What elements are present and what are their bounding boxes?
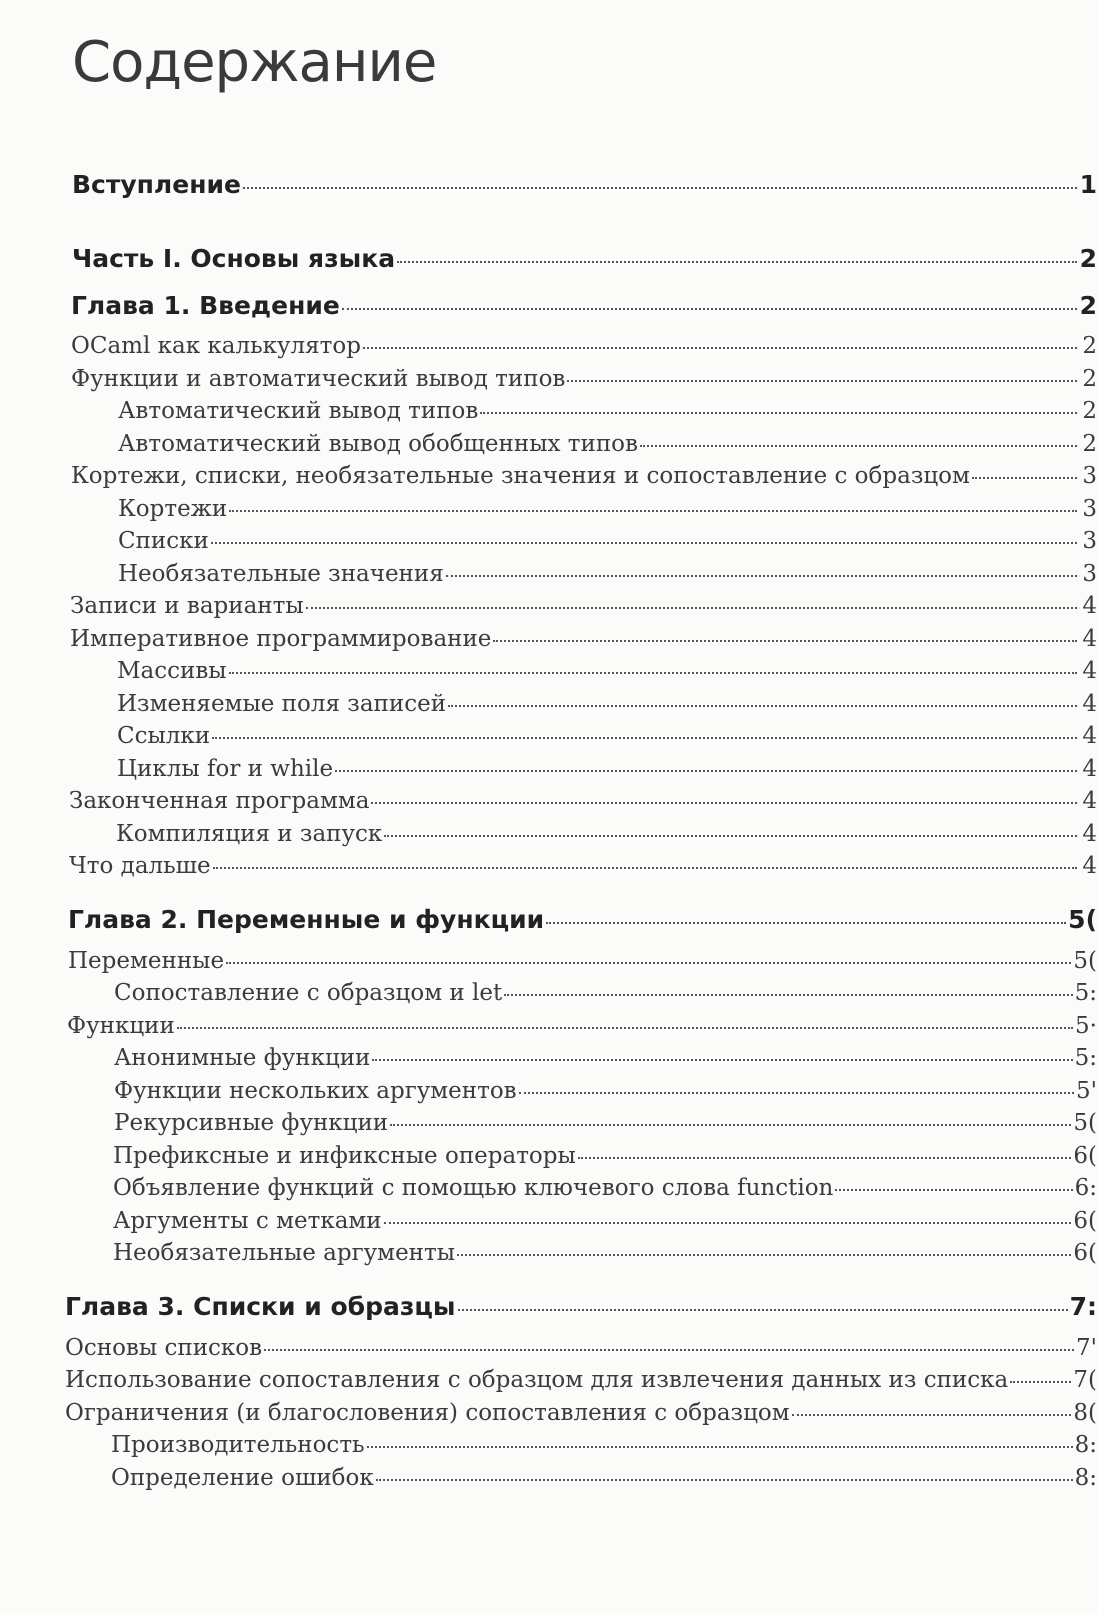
toc-entry-title: Использование сопоставления с образцом для извлечения данных из списка [65,1367,1009,1393]
leader-dots [229,672,1077,674]
toc-entry[interactable] [69,853,1097,879]
leader-dots [306,607,1077,609]
toc-entry-title: Переменные [68,948,225,974]
toc-entry-page: 6( [1073,1240,1097,1266]
toc-entry[interactable] [65,1335,1097,1361]
leader-dots [264,1349,1074,1351]
toc-subentry[interactable] [118,431,1097,457]
toc-entry-title: Глава 2. Переменные и функции [68,905,545,934]
leader-dots [177,1027,1073,1029]
leader-dots [371,802,1077,804]
toc-entry-title: Автоматический вывод обобщенных типов [118,431,638,457]
toc-entry-page: 4 [1082,821,1097,847]
leader-dots [792,1414,1072,1416]
toc-entry-page: 8: [1074,1465,1097,1491]
toc-entry-part-1[interactable] [72,244,1097,273]
toc-entry-page: 5: [1074,980,1097,1006]
toc-entry-page: 4 [1082,788,1097,814]
toc-entry-title: Ссылки [117,723,211,749]
leader-dots [376,1479,1073,1481]
toc-subentry[interactable] [117,756,1097,782]
toc-entry-page: 6( [1073,1208,1097,1234]
leader-dots [835,1189,1072,1191]
leader-dots [226,962,1071,964]
toc-subentry[interactable] [111,1432,1097,1458]
toc-entry-page: 4 [1082,626,1097,652]
toc-entry-title: Анонимные функции [114,1045,371,1071]
toc-entry-title: OCaml как калькулятор [71,333,361,359]
toc-entry-title: Вступление [72,170,241,199]
leader-dots [448,705,1077,707]
leader-dots [546,922,1066,924]
toc-entry-page: 1 [1079,170,1097,199]
toc-entry-title: Записи и варианты [70,593,304,619]
toc-entry-page: 5: [1074,1045,1097,1071]
toc-subentry[interactable] [117,723,1097,749]
toc-subentry[interactable] [113,1143,1097,1169]
toc-entry-page: 7( [1073,1367,1097,1393]
toc-entry[interactable] [68,948,1097,974]
toc-entry-title: Кортежи [118,496,228,522]
toc-entry-title: Часть I. Основы языка [72,244,396,273]
leader-dots [457,1254,1071,1256]
leader-dots [372,1059,1072,1061]
toc-entry-title: Циклы for и while [117,756,334,782]
toc-entry-title: Рекурсивные функции [114,1110,389,1136]
toc-entry-title: Определение ошибок [111,1465,374,1491]
leader-dots [458,1309,1068,1311]
leader-dots [493,640,1077,642]
toc-entry-page: 5' [1076,1078,1097,1104]
toc-entry-title: Производительность [111,1432,365,1458]
toc-entry-chapter-2[interactable] [68,905,1097,934]
toc-entry-title: Законченная программа [69,788,370,814]
toc-entry-chapter-3[interactable] [65,1292,1097,1321]
leader-dots [212,737,1077,739]
leader-dots [213,867,1077,869]
leader-dots [384,835,1077,837]
leader-dots [367,1446,1073,1448]
leader-dots [640,445,1077,447]
toc-entry-intro[interactable] [72,170,1097,199]
toc-entry-title: Сопоставление с образцом и let [114,980,503,1006]
toc-entry[interactable] [71,333,1097,359]
toc-subentry[interactable] [113,1208,1097,1234]
toc-entry-title: Автоматический вывод типов [118,398,479,424]
toc-entry-page: 7: [1069,1292,1097,1321]
toc-entry[interactable] [67,1013,1097,1039]
toc-entry-page: 5( [1068,905,1097,934]
toc-subentry[interactable] [118,398,1097,424]
toc-entry-page: 4 [1082,723,1097,749]
toc-entry[interactable] [69,788,1097,814]
toc-entry-title: Аргументы с метками [113,1208,382,1234]
toc-subentry[interactable] [117,691,1097,717]
toc-entry-page: 2 [1079,244,1097,273]
toc-entry-title: Кортежи, списки, необязательные значения и сопоставление с образцом [71,463,970,489]
leader-dots [1010,1381,1071,1383]
toc-subentry[interactable] [111,1465,1097,1491]
toc-entry-page: 2 [1082,333,1097,359]
toc-subentry[interactable] [113,1240,1097,1266]
page-title: Содержание [72,30,437,95]
toc-entry-title: Необязательные аргументы [113,1240,456,1266]
toc-entry-title: Глава 3. Списки и образцы [65,1292,456,1321]
leader-dots [480,412,1077,414]
toc-entry-title: Массивы [117,658,227,684]
leader-dots [504,994,1072,996]
toc-entry[interactable] [70,626,1097,652]
toc-entry-page: 8( [1073,1400,1097,1426]
toc-entry-page: 2 [1082,431,1097,457]
toc-entry-page: 5( [1073,1110,1097,1136]
toc-entry-page: 4 [1082,691,1097,717]
leader-dots [342,308,1077,310]
toc-entry-page: 4 [1082,756,1097,782]
toc-entry-title: Необязательные значения [118,561,444,587]
toc-entry[interactable] [71,463,1097,489]
toc-subentry[interactable] [116,821,1097,847]
toc-entry-page: 4 [1082,658,1097,684]
toc-entry-page: 3 [1082,561,1097,587]
toc-entry-title: Списки [118,528,209,554]
toc-entry[interactable] [65,1367,1097,1393]
toc-entry-title: Глава 1. Введение [71,291,340,320]
toc-entry-page: 3 [1082,528,1097,554]
leader-dots [972,477,1077,479]
toc-entry-title: Что дальше [69,853,211,879]
toc-entry[interactable] [65,1400,1097,1426]
toc-entry-page: 2 [1082,366,1097,392]
toc-entry-title: Ограничения (и благословения) сопоставления с образцом [65,1400,790,1426]
toc-entry-page: 7' [1076,1335,1097,1361]
toc-entry-page: 5( [1073,948,1097,974]
leader-dots [446,575,1077,577]
leader-dots [243,187,1077,189]
toc-subentry[interactable] [114,1045,1097,1071]
toc-entry-page: 6( [1073,1143,1097,1169]
toc-entry-page: 8: [1074,1432,1097,1458]
leader-dots [567,380,1077,382]
toc-entry-title: Императивное программирование [70,626,492,652]
toc-subentry[interactable] [117,658,1097,684]
leader-dots [363,347,1077,349]
leader-dots [229,510,1077,512]
toc-subentry[interactable] [114,980,1097,1006]
toc-entry-title: Префиксные и инфиксные операторы [113,1143,576,1169]
toc-entry-title: Изменяемые поля записей [117,691,447,717]
toc-entry-chapter-1[interactable] [71,291,1097,320]
leader-dots [211,542,1077,544]
leader-dots [390,1124,1071,1126]
leader-dots [397,261,1077,263]
toc-entry-page: 2 [1082,398,1097,424]
toc-entry[interactable] [71,366,1097,392]
leader-dots [384,1222,1072,1224]
toc-subentry[interactable] [114,1110,1097,1136]
toc-entry-page: 3 [1082,496,1097,522]
toc-entry-page: 4 [1082,593,1097,619]
toc-entry-page: 3 [1082,463,1097,489]
leader-dots [519,1092,1074,1094]
toc-entry-title: Функции [67,1013,175,1039]
toc-entry-title: Функции нескольких аргументов [114,1078,517,1104]
toc-subentry[interactable] [114,1078,1097,1104]
toc-entry-page: 6: [1074,1175,1097,1201]
leader-dots [335,770,1077,772]
toc-entry[interactable] [70,593,1097,619]
toc-subentry[interactable] [113,1175,1097,1201]
toc-subentry[interactable] [118,496,1097,522]
toc-entry-title: Основы списков [65,1335,263,1361]
toc-entry-title: Объявление функций с помощью ключевого слова function [113,1175,834,1201]
toc-entry-page: 4 [1082,853,1097,879]
toc-entry-title: Функции и автоматический вывод типов [71,366,566,392]
toc-subentry[interactable] [118,561,1097,587]
toc-entry-title: Компиляция и запуск [116,821,383,847]
toc-subentry[interactable] [118,528,1097,554]
leader-dots [578,1157,1072,1159]
toc-entry-page: 5· [1075,1013,1097,1039]
toc-entry-page: 2 [1079,291,1097,320]
